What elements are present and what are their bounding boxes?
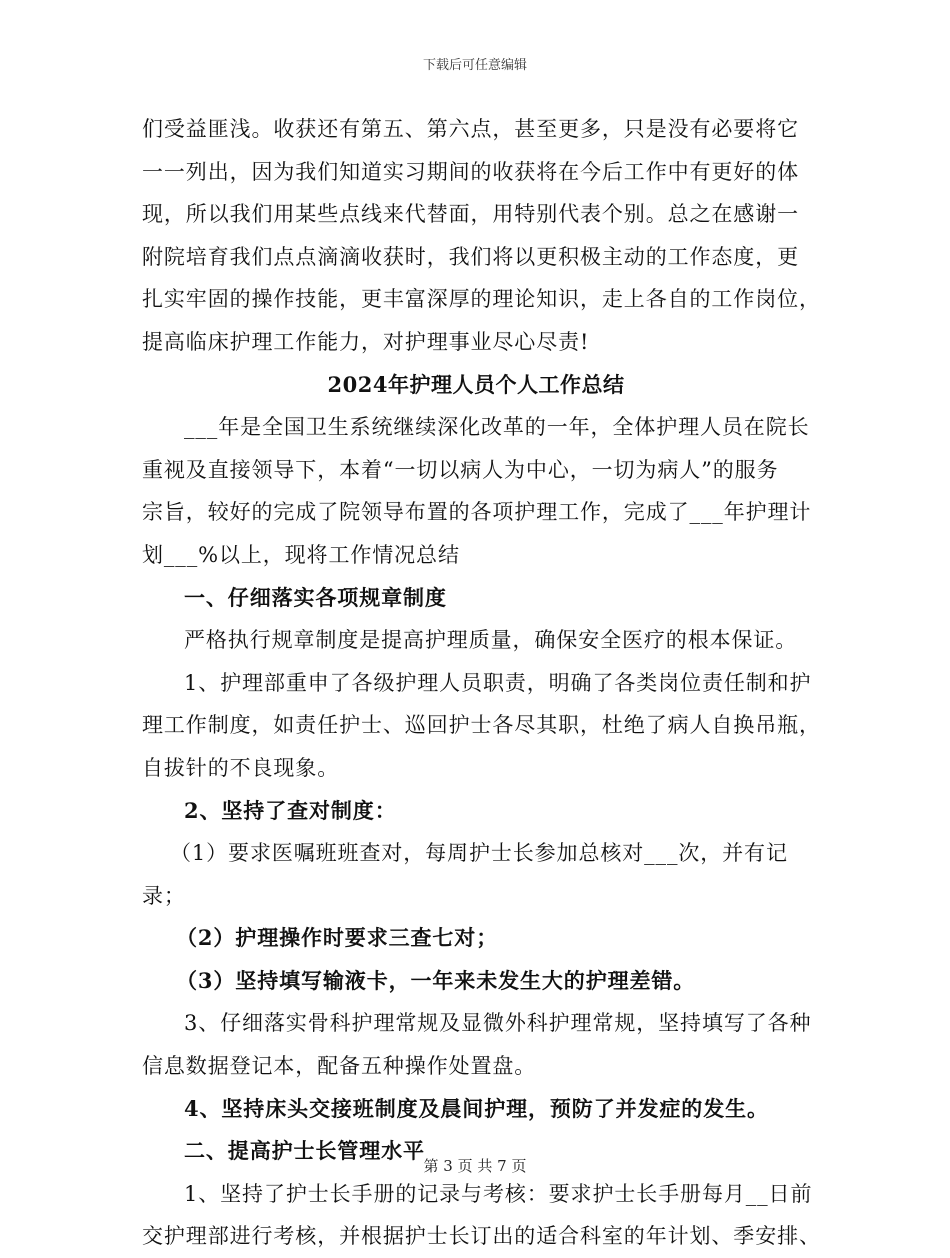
text-line: 一、仔细落实各项规章制度 (184, 584, 447, 610)
page-header: 下载后可任意编辑 (422, 58, 527, 73)
text-line: 们受益匪浅。收获还有第五、第六点，甚至更多，只是没有必要将它 (142, 117, 799, 141)
text-line: 重视及直接领导下，本着“一切以病人为中心，一切为病人”的服务 (142, 457, 779, 482)
text-line: （2）护理操作时要求三查七对； (176, 925, 499, 951)
text-line: 自拔针的不良现象。 (142, 755, 340, 780)
section-title: 2024年护理人员个人工作总结 (327, 371, 625, 397)
text-line: 1、护理部重申了各级护理人员职责，明确了各类岗位责任制和护 (184, 670, 812, 695)
text-line: 信息数据登记本，配备五种操作处置盘。 (142, 1054, 537, 1079)
text-line: 录； (142, 883, 186, 908)
text-line: 严格执行规章制度是提高护理质量，确保安全医疗的根本保证。 (184, 628, 798, 653)
text-line: 提高临床护理工作能力，对护理事业尽心尽责! (142, 329, 590, 354)
text-line: 4、坚持床头交接班制度及晨间护理，预防了并发症的发生。 (184, 1095, 769, 1121)
text-line: 理工作制度，如责任护士、巡回护士各尽其职，杜绝了病人自换吊瓶， (142, 713, 821, 738)
text-line: 现，所以我们用某些点线来代替面，用特别代表个别。总之在感谢一 (142, 202, 799, 227)
text-line: 一一列出，因为我们知道实习期间的收获将在今后工作中有更好的体 (142, 159, 799, 184)
text-line: 宗旨，较好的完成了院领导布置的各项护理工作，完成了___年护理计 (142, 500, 812, 525)
text-line: （3）坚持填写输液卡，一年来未发生大的护理差错。 (176, 967, 696, 993)
document-body (142, 108, 821, 1258)
text-line: 扎实牢固的操作技能，更丰富深厚的理论知识，走上各自的工作岗位， (142, 287, 821, 312)
text-line: ___年是全国卫生系统继续深化改革的一年，全体护理人员在院长 (184, 415, 810, 440)
text-line: 附院培育我们点点滴滴收获时，我们将以更积极主动的工作态度，更 (142, 244, 799, 269)
text-line: 划___%以上，现将工作情况总结 (142, 542, 460, 567)
page-footer: 第 3 页 共 7 页 (423, 1157, 527, 1175)
text-line: 二、提高护士长管理水平 (184, 1138, 425, 1164)
text-line: 交护理部进行考核，并根据护士长订出的适合科室的年计划、季安排、 (142, 1224, 821, 1249)
text-line: 2、坚持了查对制度： (184, 797, 397, 823)
text-line: 3、仔细落实骨科护理常规及显微外科护理常规，坚持填写了各种 (184, 1011, 812, 1036)
text-line: （1）要求医嘱班班查对，每周护士长参加总核对___次，并有记 (170, 841, 788, 866)
text-line: 1、坚持了护士长手册的记录与考核：要求护士长手册每月__日前 (184, 1181, 813, 1206)
